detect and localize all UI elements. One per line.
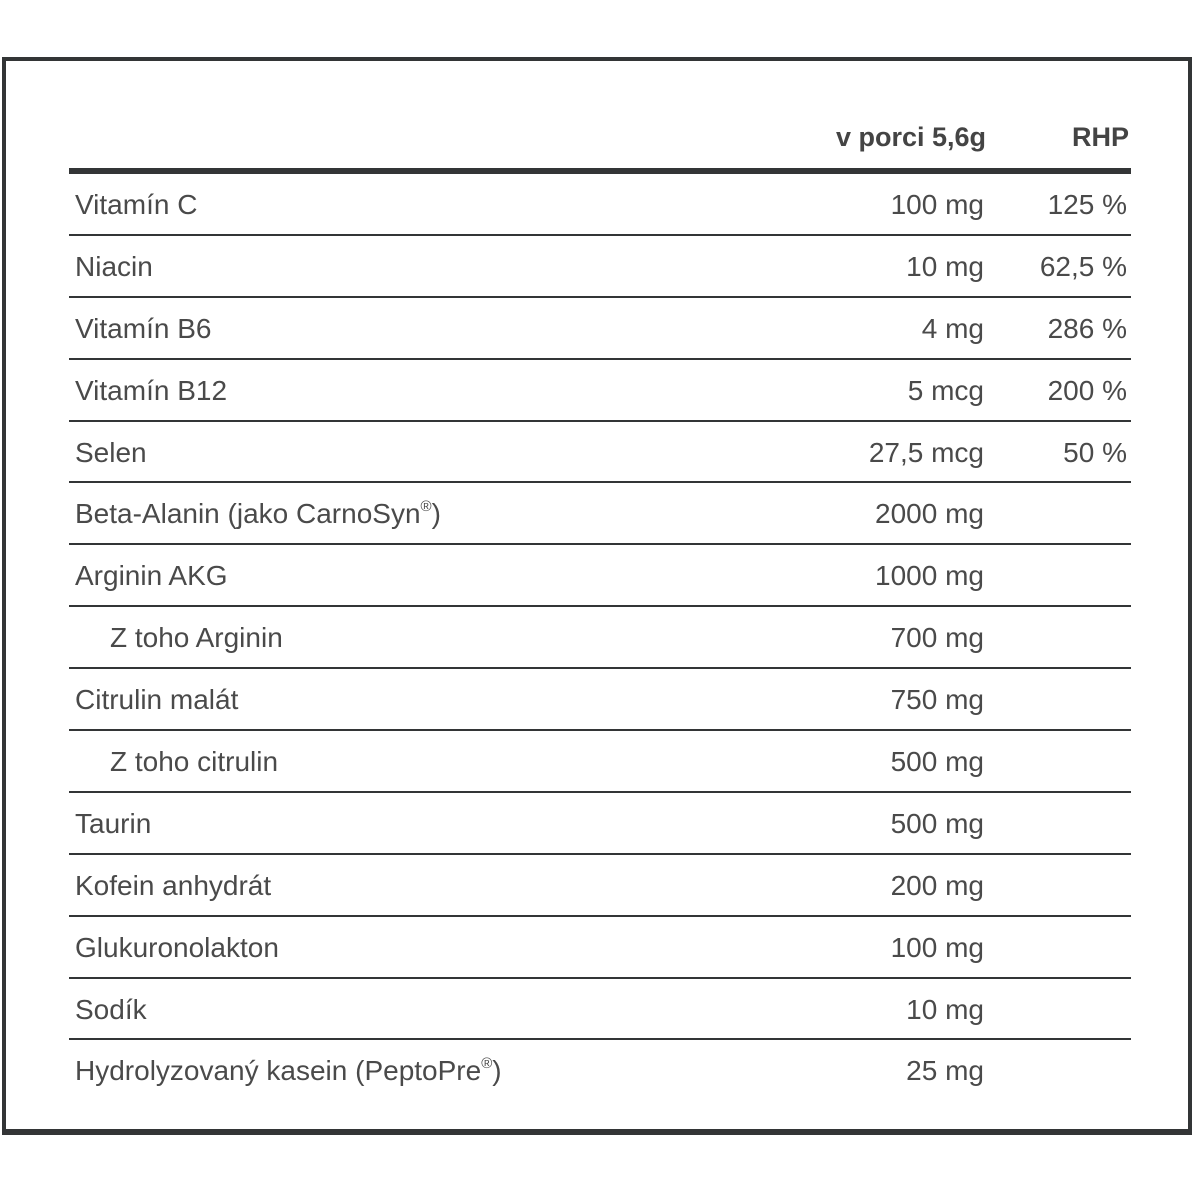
ingredient-name: Vitamín B6 bbox=[75, 312, 212, 344]
ingredient-amount: 500 mg bbox=[890, 807, 984, 839]
table-row bbox=[69, 1040, 1131, 1102]
ingredient-rhp: 200 % bbox=[1047, 374, 1127, 406]
ingredient-amount: 27,5 mcg bbox=[868, 436, 984, 468]
table-row bbox=[69, 855, 1131, 917]
table-row bbox=[69, 236, 1131, 298]
ingredient-name: Vitamín C bbox=[75, 189, 198, 220]
table-row bbox=[69, 669, 1131, 731]
nutrition-table bbox=[69, 102, 1131, 1102]
ingredient-rhp: 286 % bbox=[1047, 312, 1127, 344]
registered-mark: ® bbox=[420, 498, 432, 516]
table-row bbox=[69, 607, 1131, 669]
table-row bbox=[69, 545, 1131, 607]
ingredient-name: Z toho Arginin bbox=[110, 622, 283, 654]
ingredient-name: Niacin bbox=[75, 250, 153, 282]
table-header bbox=[69, 102, 1131, 174]
ingredient-name: Selen bbox=[75, 436, 147, 468]
ingredient-amount: 4 mg bbox=[921, 312, 984, 344]
ingredient-rhp: 125 % bbox=[1047, 189, 1127, 220]
table-row bbox=[69, 979, 1131, 1041]
ingredient-name bbox=[75, 498, 441, 530]
ingredient-name: Z toho citrulin bbox=[110, 746, 279, 778]
ingredient-amount: 200 mg bbox=[890, 869, 984, 901]
table-row bbox=[69, 360, 1131, 422]
ingredient-amount: 700 mg bbox=[890, 622, 984, 654]
table-row bbox=[69, 174, 1131, 236]
ingredient-amount: 100 mg bbox=[890, 931, 984, 963]
ingredient-amount: 750 mg bbox=[890, 684, 984, 716]
ingredient-rhp: 50 % bbox=[1063, 436, 1127, 468]
ingredient-name: Sodík bbox=[75, 993, 147, 1025]
header-rhp-label: RHP bbox=[1071, 122, 1129, 152]
table-row bbox=[69, 298, 1131, 360]
ingredient-name: Arginin AKG bbox=[75, 560, 228, 592]
ingredient-name-end: ) bbox=[492, 1055, 502, 1087]
ingredient-name-text: Beta-Alanin (jako CarnoSyn bbox=[75, 498, 421, 530]
ingredient-name: Vitamín B12 bbox=[75, 374, 228, 406]
table-row bbox=[69, 731, 1131, 793]
ingredient-rhp: 62,5 % bbox=[1039, 250, 1127, 282]
ingredient-name bbox=[75, 1055, 502, 1087]
ingredient-amount: 5 mcg bbox=[907, 374, 984, 406]
ingredient-name-text: Hydrolyzovaný kasein (PeptoPre bbox=[75, 1055, 482, 1087]
table-row bbox=[69, 917, 1131, 979]
ingredient-name-end: ) bbox=[431, 498, 441, 530]
ingredient-name: Glukuronolakton bbox=[75, 931, 279, 963]
table-row bbox=[69, 793, 1131, 855]
registered-mark: ® bbox=[481, 1055, 493, 1073]
ingredient-name: Kofein anhydrát bbox=[75, 869, 272, 901]
ingredient-amount: 10 mg bbox=[906, 250, 984, 282]
ingredient-amount: 1000 mg bbox=[875, 560, 984, 592]
table-row bbox=[69, 422, 1131, 484]
ingredient-name: Taurin bbox=[75, 807, 152, 839]
ingredient-amount: 2000 mg bbox=[875, 498, 984, 530]
ingredient-amount: 25 mg bbox=[906, 1055, 984, 1087]
header-amount-label: v porci 5,6g bbox=[835, 122, 986, 152]
ingredient-name: Citrulin malát bbox=[75, 684, 239, 716]
ingredient-amount: 100 mg bbox=[890, 189, 984, 220]
ingredient-amount: 10 mg bbox=[906, 993, 984, 1025]
table-row bbox=[69, 483, 1131, 545]
ingredient-amount: 500 mg bbox=[890, 746, 984, 778]
